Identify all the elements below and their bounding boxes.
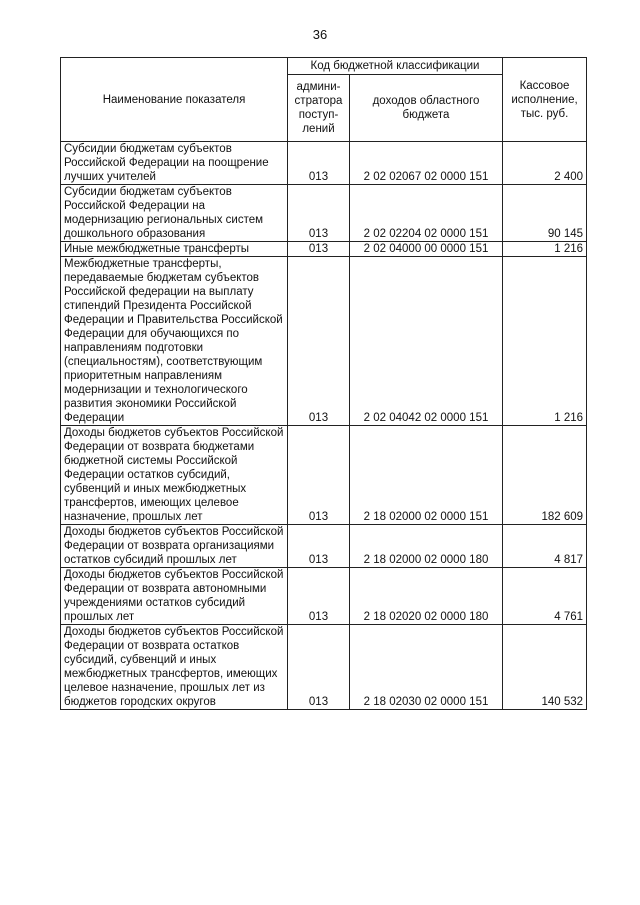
row-income-code: 2 02 04042 02 0000 151	[350, 257, 503, 426]
row-income-code: 2 02 02067 02 0000 151	[350, 142, 503, 185]
row-amount: 2 400	[503, 142, 587, 185]
table-row	[61, 257, 587, 426]
row-admin-code: 013	[288, 142, 350, 185]
row-amount: 4 761	[503, 568, 587, 625]
row-admin-code: 013	[288, 426, 350, 525]
row-name: Доходы бюджетов субъектов Российской Федерации от возврата организациями остатков субсидий прошлых лет	[61, 525, 288, 568]
page-number: 36	[312, 27, 328, 42]
header-administrator: админи-стратора поступ-лений	[288, 75, 350, 142]
row-admin-code: 013	[288, 625, 350, 710]
header-execution: Кассовое исполнение, тыс. руб.	[503, 58, 587, 142]
table-row	[61, 426, 587, 525]
row-name: Доходы бюджетов субъектов Российской Федерации от возврата автономными учреждениями остатков субсидий прошлых лет	[61, 568, 288, 625]
header-income-code: доходов областного бюджета	[350, 75, 503, 142]
table-row	[61, 142, 587, 185]
row-income-code: 2 02 02204 02 0000 151	[350, 185, 503, 242]
row-name: Межбюджетные трансферты, передаваемые бюджетам субъектов Российской федерации на выплату стипендий Президента Российской Федерации и Правительства Российской Федерации для обучающихся по направлениям подготовки (специальностям), соответствующим приоритетным направлениям модернизации и технологического развития экономики Российской Федерации	[61, 257, 288, 426]
row-income-code: 2 18 02030 02 0000 151	[350, 625, 503, 710]
row-name: Субсидии бюджетам субъектов Российской Федерации на поощрение лучших учителей	[61, 142, 288, 185]
row-amount: 1 216	[503, 242, 587, 257]
table-row	[61, 625, 587, 710]
table-row	[61, 242, 587, 257]
row-income-code: 2 18 02000 02 0000 151	[350, 426, 503, 525]
table-row	[61, 185, 587, 242]
row-admin-code: 013	[288, 242, 350, 257]
row-amount: 1 216	[503, 257, 587, 426]
header-classification-code: Код бюджетной классификации	[288, 58, 503, 75]
table-row	[61, 525, 587, 568]
row-admin-code: 013	[288, 568, 350, 625]
row-name: Иные межбюджетные трансферты	[61, 242, 288, 257]
table-row	[61, 568, 587, 625]
row-income-code: 2 18 02020 02 0000 180	[350, 568, 503, 625]
row-amount: 182 609	[503, 426, 587, 525]
row-amount: 90 145	[503, 185, 587, 242]
row-admin-code: 013	[288, 525, 350, 568]
row-admin-code: 013	[288, 257, 350, 426]
table-body	[61, 142, 587, 710]
row-name: Доходы бюджетов субъектов Российской Федерации от возврата остатков субсидий, субвенций и иных межбюджетных трансфертов, имеющих целевое назначение, прошлых лет из бюджетов городских округов	[61, 625, 288, 710]
row-amount: 4 817	[503, 525, 587, 568]
row-name: Доходы бюджетов субъектов Российской Федерации от возврата бюджетами бюджетной системы Российской Федерации остатков субсидий, субвенций и иных межбюджетных трансфертов, имеющих целевое назначение, прошлых лет	[61, 426, 288, 525]
row-income-code: 2 02 04000 00 0000 151	[350, 242, 503, 257]
row-income-code: 2 18 02000 02 0000 180	[350, 525, 503, 568]
budget-table	[60, 57, 587, 710]
row-amount: 140 532	[503, 625, 587, 710]
table-header	[61, 58, 587, 142]
row-name: Субсидии бюджетам субъектов Российской Федерации на модернизацию региональных систем дошкольного образования	[61, 185, 288, 242]
row-admin-code: 013	[288, 185, 350, 242]
header-name: Наименование показателя	[61, 58, 288, 142]
